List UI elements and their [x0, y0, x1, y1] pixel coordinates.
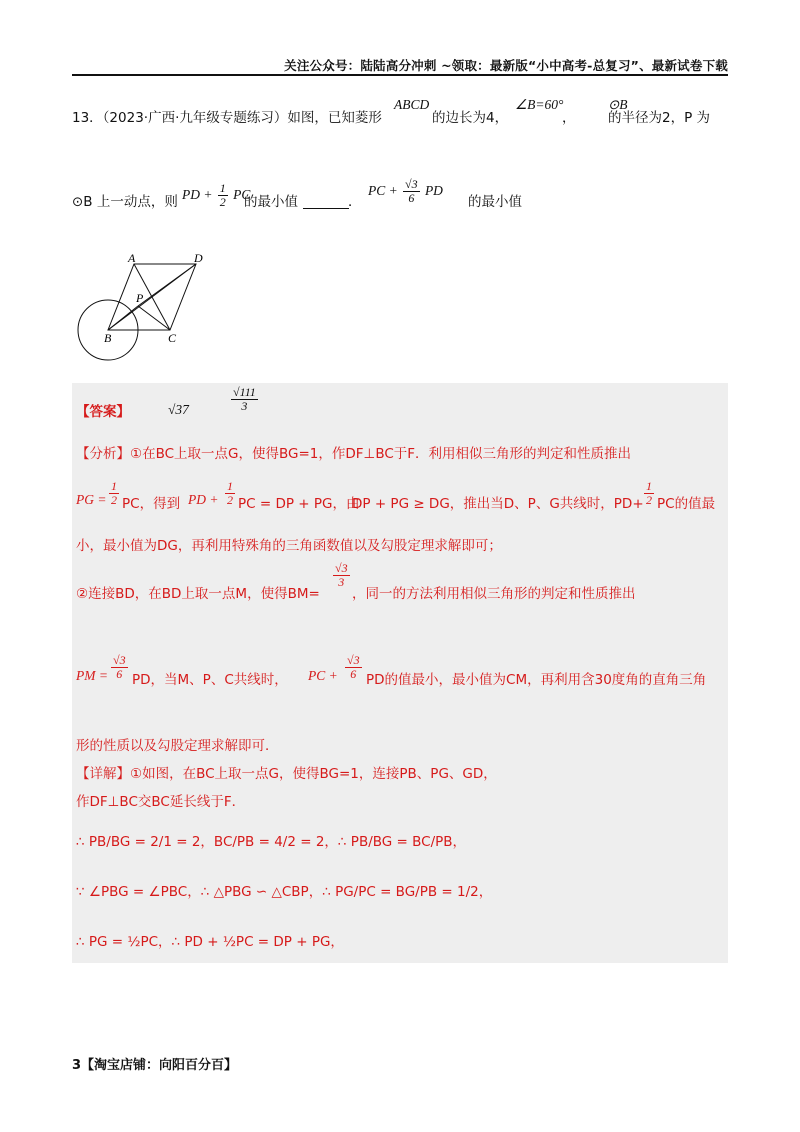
analysis-line-3: 小，最小值为DG，再利用特殊角的三角函数值以及勾股定理求解即可； — [76, 538, 502, 554]
circle-b: ⊙B — [608, 97, 628, 112]
label-a: A — [128, 251, 136, 265]
label-b: B — [104, 331, 112, 345]
label-p: P — [136, 291, 144, 305]
angle-b: ∠B=60° — [515, 97, 564, 112]
answer-value-2-den: 3 — [241, 398, 248, 413]
analysis-line-1: 【分析】①在BC上取一点G，使得BG=1，作DF⊥BC于F．利用相似三角形的判定和性质推出 — [76, 446, 632, 462]
min-text-1: 的最小值 — [244, 194, 298, 210]
label-d: D — [194, 251, 203, 265]
answer-value-2-num: √111 — [233, 385, 256, 399]
answer-blank[interactable] — [303, 208, 349, 209]
footer-text: 【淘宝店铺：向阳百分百】 — [81, 1058, 238, 1073]
question-line2-text: ⊙B 上一动点，则 — [72, 194, 178, 210]
expression-1 — [182, 182, 250, 208]
expr1-a: PD + — [182, 187, 213, 203]
header-rule — [72, 74, 728, 76]
analysis-line-5: PM = $\frac{√3}{6}$ PD，当M、P、C共线时， PC + $\frac{√3}{6}$ PD的值最小，最小值为CM，再利用含30度角的直角三角 — [76, 653, 707, 688]
analysis-line-4: ②连接BD，在BD上取一点M，使得BM= $\frac{√3}{3}$ ，同一的方法利用相似三角形的判定和性质推出 — [76, 561, 636, 602]
expression-2 — [368, 178, 443, 204]
answer-value-2 — [231, 386, 258, 412]
radius-text: 的半径为2，P 为 — [608, 110, 711, 126]
page-footer — [72, 1054, 237, 1073]
page-header: 关注公众号：陆陆高分冲刺 ~领取：最新版“小中高考-总复习”、最新试卷下载 — [284, 58, 728, 73]
side-length-text: 的边长为4， — [432, 110, 509, 126]
detail-line-1: 【详解】①如图，在BC上取一点G，使得BG=1，连接PB、PG、GD， — [76, 766, 497, 782]
answer-label: 【答案】 — [76, 404, 130, 420]
detail-line-4: ∵ ∠PBG = ∠PBC，∴ △PBG ∽ △CBP，∴ PG/PC = BG/PB = 1/2， — [76, 884, 493, 900]
detail-line-2: 作DF⊥BC交BC延长线于F． — [76, 794, 246, 810]
detail-line-3: ∴ PB/BG = 2/1 = 2，BC/PB = 4/2 = 2，∴ PB/BG = BC/PB， — [76, 834, 467, 850]
min-text-2: 的最小值 — [468, 194, 522, 210]
question-line-2 — [72, 176, 732, 216]
detail-line-5: ∴ PG = ½PC，∴ PD + ½PC = DP + PG， — [76, 934, 344, 950]
geometry-figure — [72, 248, 222, 372]
rhombus-name: ABCD — [394, 97, 430, 112]
question-line-1 — [72, 97, 732, 132]
segment-pc — [138, 306, 170, 330]
answer-value-1: √37 — [168, 402, 189, 417]
period: ． — [348, 194, 362, 210]
question-number: 13．（2023·广西·九年级专题练习）如图，已知菱形 — [72, 110, 382, 126]
expr2-b: PD — [424, 183, 443, 199]
analysis-line-6: 形的性质以及勾股定理求解即可． — [76, 738, 279, 754]
page-number: 3 — [72, 1058, 82, 1073]
comma: ， — [562, 110, 576, 126]
answer-line — [76, 385, 376, 432]
analysis-line-2: PG = $\frac{1}{2}$ PC，得到 PD + $\frac{1}{2}$ PC = DP + PG，由 DP + PG ≥ DG，推出当D、P、G共线时，PD+ $\frac{1}{2}$ PC的值最 — [76, 479, 716, 512]
expr1-b: PC — [233, 187, 251, 203]
fraction-sqrt3-6: $\frac{√3}{6}$ — [405, 177, 418, 205]
fraction-half: $\frac{1}{2}$ — [219, 181, 226, 209]
label-c: C — [168, 331, 177, 345]
expr2-a: PC + — [368, 183, 398, 199]
